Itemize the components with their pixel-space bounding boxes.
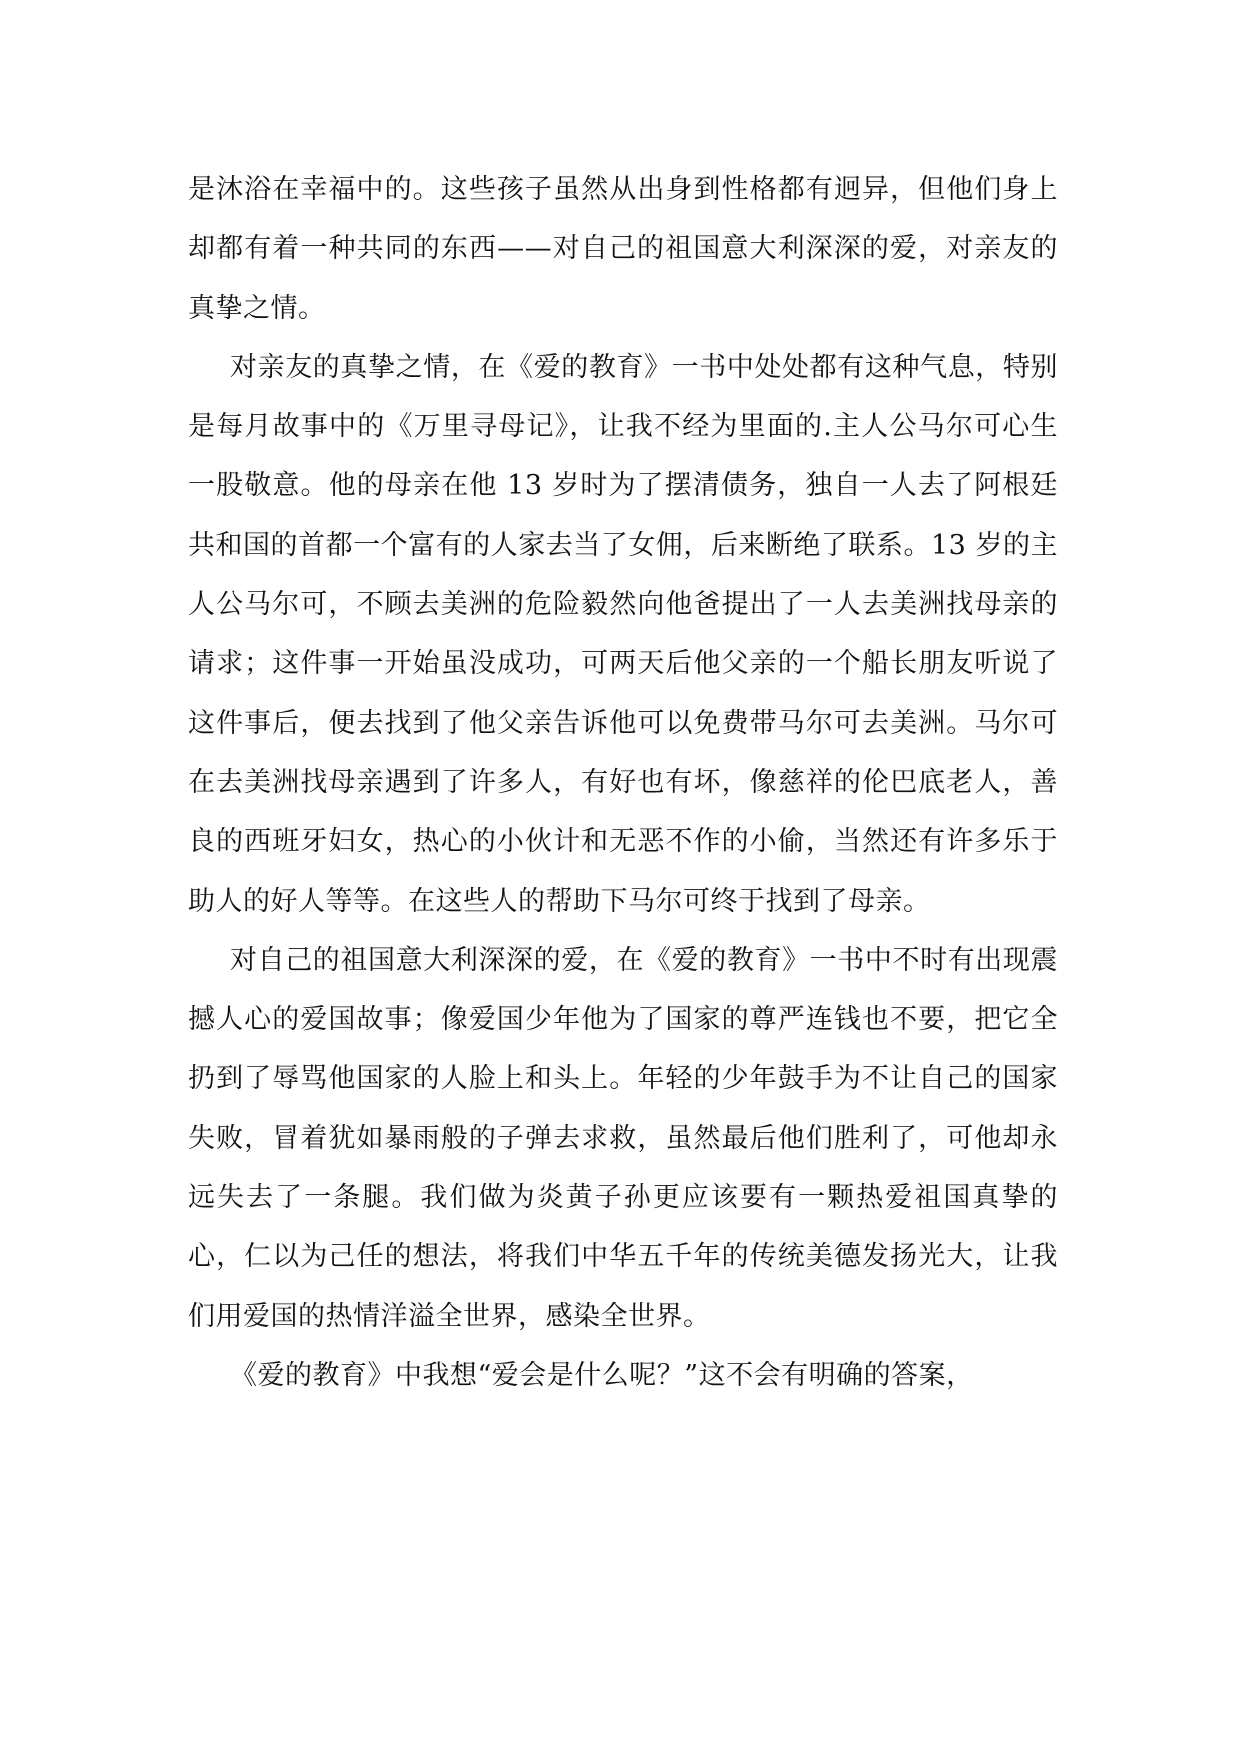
paragraph-continuation: 是沐浴在幸福中的。这些孩子虽然从出身到性格都有迥异，但他们身上却都有着一种共同的东西——对自己的祖国意大利深深的爱，对亲友的真挚之情。 <box>188 174 1058 324</box>
paragraph-patriotism: 对自己的祖国意大利深深的爱，在《爱的教育》一书中不时有出现震撼人心的爱国故事；像爱国少年他为了国家的尊严连钱也不要，把它全扔到了辱骂他国家的人脸上和头上。年轻的少年鼓手为不让自己的国家失败，冒着犹如暴雨般的子弹去求救，虽然最后他们胜利了，可他却永远失去了一条腿。我们做为炎黄子孙更应该要有一颗热爱祖国真挚的心，仁以为己任的想法，将我们中华五千年的传统美德发扬光大，让我们用爱国的热情洋溢全世界，感染全世界。 <box>188 944 1058 1332</box>
paragraph-what-is-love: 《爱的教育》中我想“爱会是什么呢？”这不会有明确的答案， <box>230 1359 974 1391</box>
body-text <box>188 160 1058 1405</box>
paragraph-wanli-xunmu: 对亲友的真挚之情，在《爱的教育》一书中处处都有这种气息，特别是每月故事中的《万里寻母记》，让我不经为里面的.主人公马尔可心生一股敬意。他的母亲在他 13 岁时为了摆清债务，独自一人去了阿根廷共和国的首都一个富有的人家去当了女佣，后来断绝了联系。13 岁的主人公马尔可，不顾去美洲的危险毅然向他爸提出了一人去美洲找母亲的请求；这件事一开始虽没成功，可两天后他父亲的一个船长朋友听说了这件事后，便去找到了他父亲告诉他可以免费带马尔可去美洲。马尔可在去美洲找母亲遇到了许多人，有好也有坏，像慈祥的伦巴底老人，善良的西班牙妇女，热心的小伙计和无恶不作的小偷，当然还有许多乐于助人的好人等等。在这些人的帮助下马尔可终于找到了母亲。 <box>188 351 1058 917</box>
